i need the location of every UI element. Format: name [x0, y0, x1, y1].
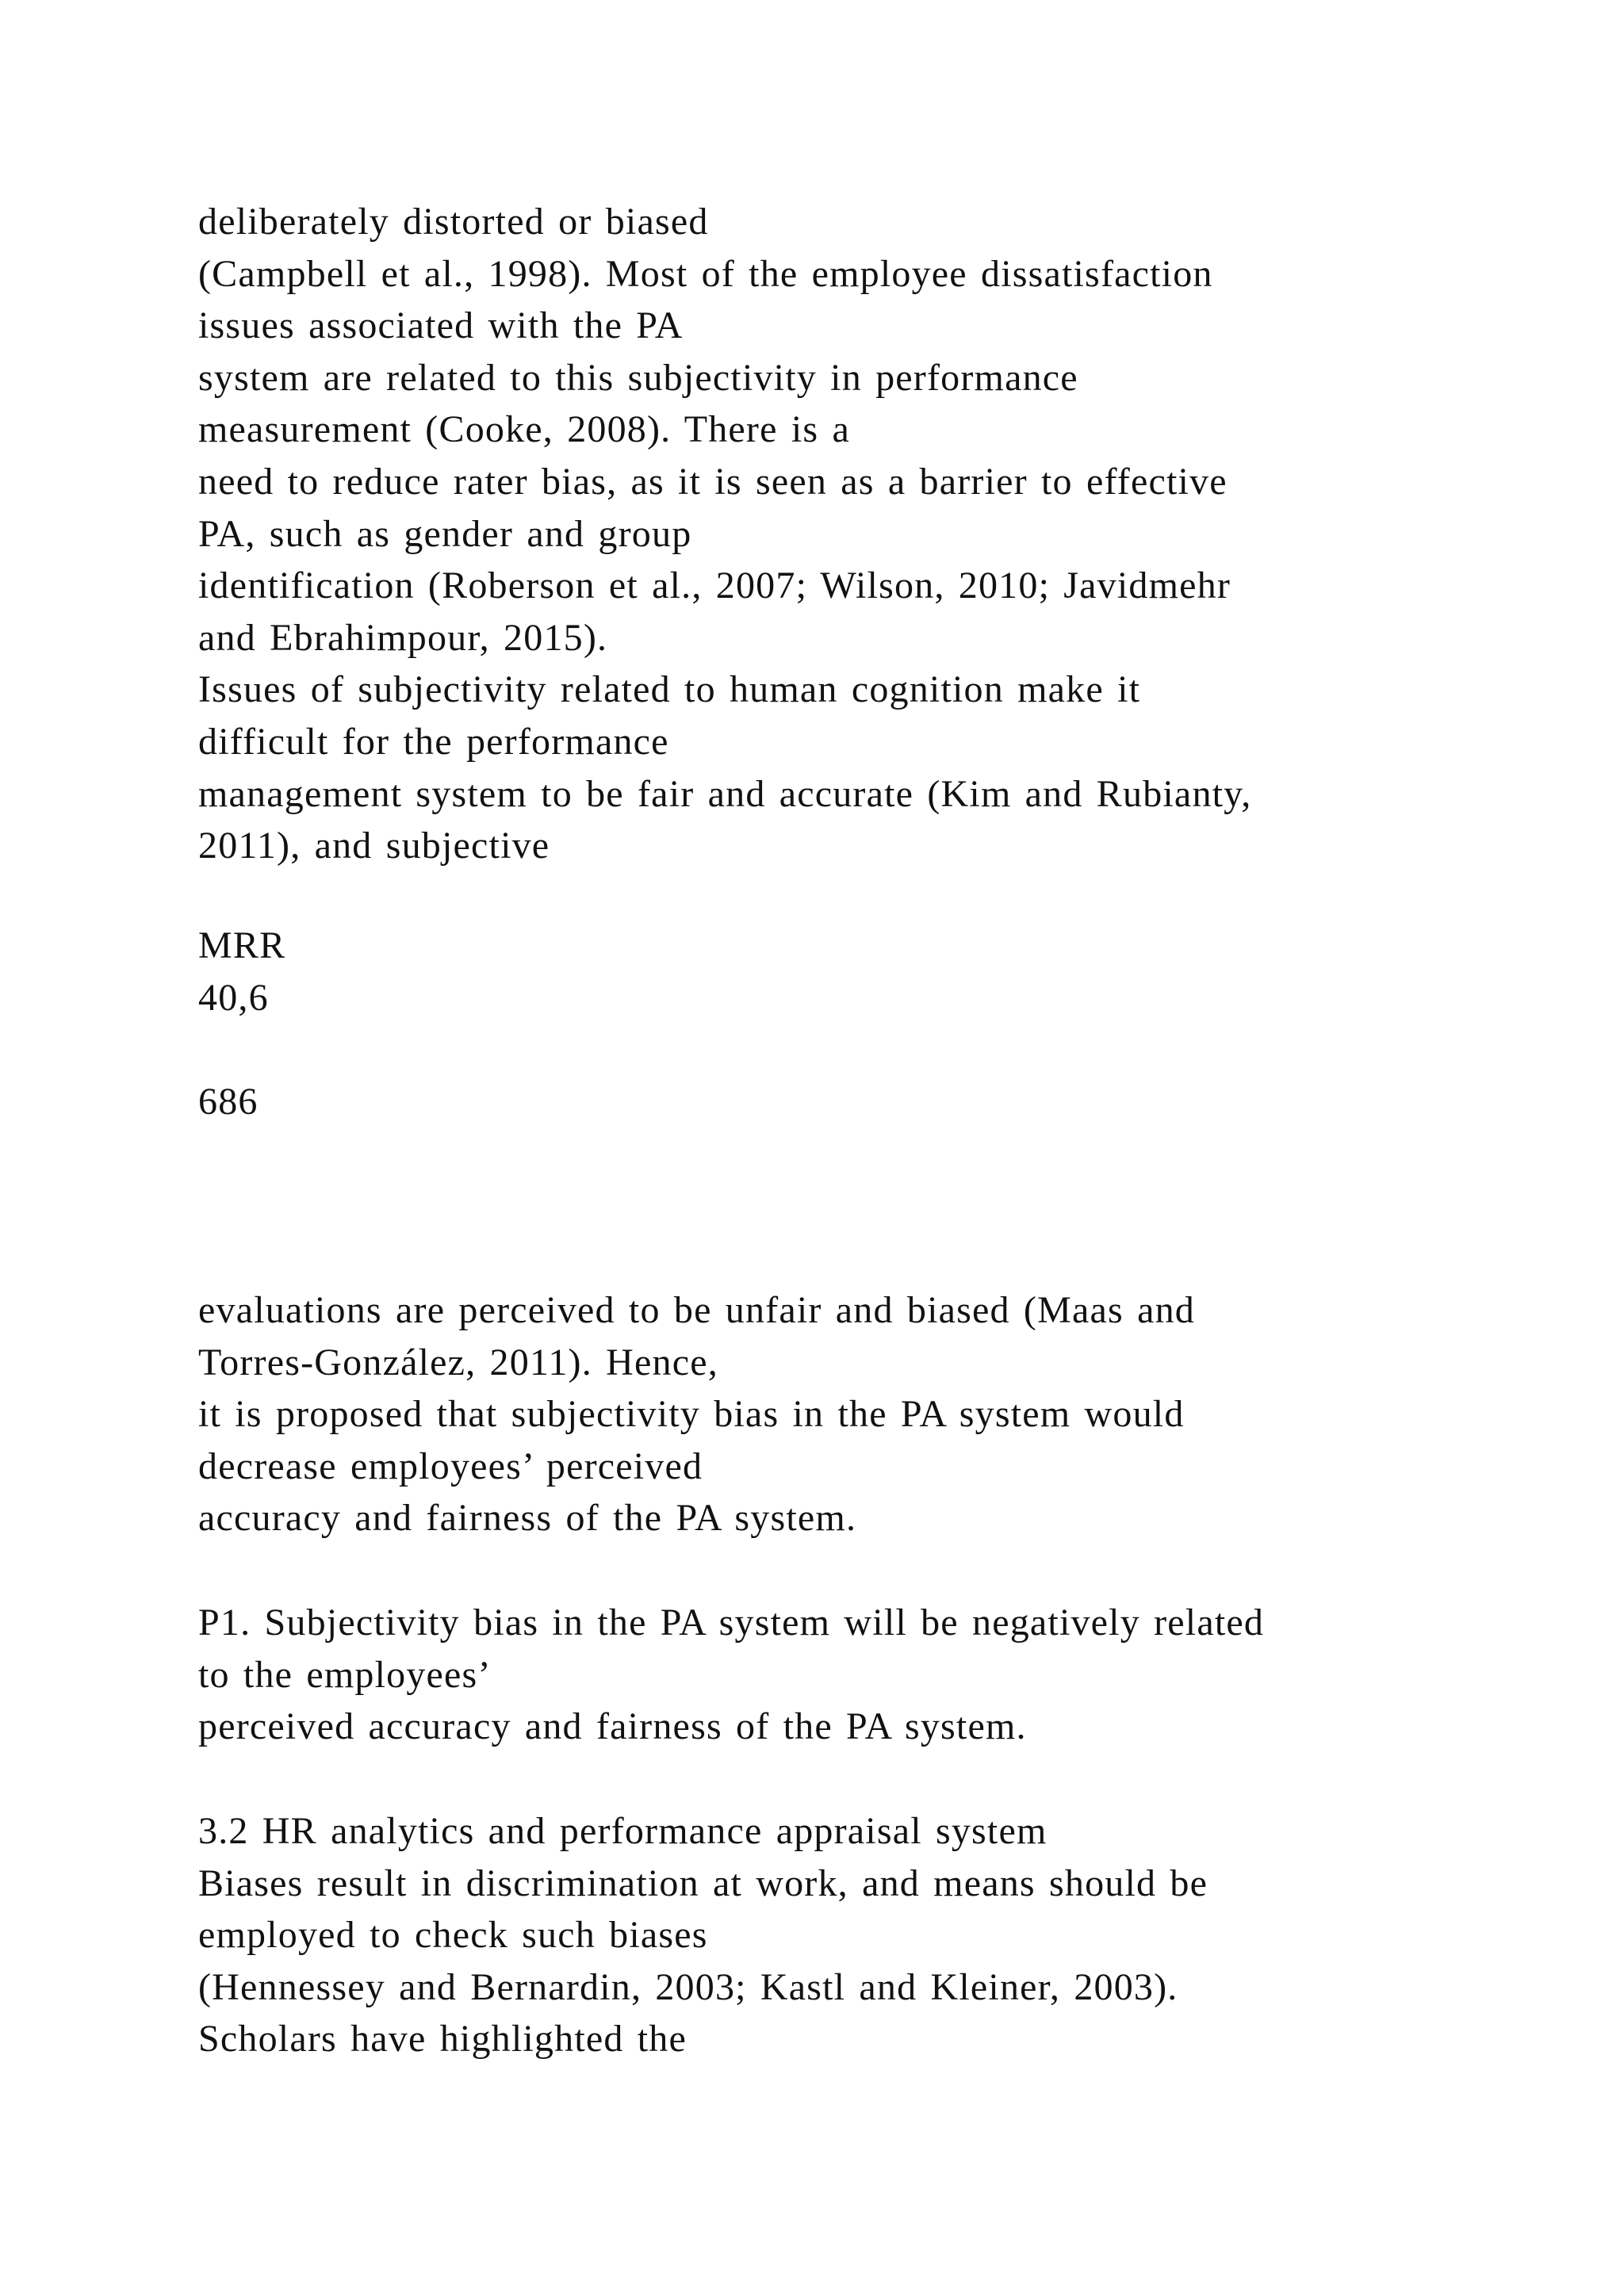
section-heading: 3.2 HR analytics and performance appraisal system	[198, 1810, 1048, 1852]
text-line: Biases result in discrimination at work, and means should be	[198, 1862, 1208, 1904]
text-line: measurement (Cooke, 2008). There is a	[198, 408, 850, 451]
text-line: need to reduce rater bias, as it is seen as a barrier to effective	[198, 460, 1228, 503]
page-number: 686	[198, 1080, 259, 1123]
text-line: accuracy and fairness of the PA system.	[198, 1497, 857, 1540]
text-line: issues associated with the PA	[198, 304, 684, 347]
paragraph-evaluations	[198, 1284, 1546, 1544]
journal-volume-issue: 40,6	[198, 976, 269, 1019]
proposition-p1	[198, 1597, 1546, 1753]
text-line: difficult for the performance	[198, 720, 669, 763]
text-line: evaluations are perceived to be unfair and biased (Maas and	[198, 1289, 1195, 1331]
section-3-2	[198, 1805, 1546, 2065]
text-line: management system to be fair and accurate (Kim and Rubianty,	[198, 772, 1252, 815]
text-line: to the employees’	[198, 1653, 492, 1696]
text-line: Issues of subjectivity related to human cognition make it	[198, 668, 1141, 711]
text-line: Scholars have highlighted the	[198, 2018, 688, 2061]
journal-margin-info	[198, 920, 1546, 1127]
text-line: decrease employees’ perceived	[198, 1445, 703, 1487]
text-line: 2011), and subjective	[198, 825, 550, 867]
text-line: and Ebrahimpour, 2015).	[198, 616, 608, 659]
text-line: (Hennessey and Bernardin, 2003; Kastl and Kleiner, 2003).	[198, 1965, 1178, 2008]
text-line: (Campbell et al., 1998). Most of the employee dissatisfaction	[198, 252, 1213, 295]
spacer-line	[198, 1024, 1546, 1076]
text-line: P1. Subjectivity bias in the PA system will be negatively related	[198, 1601, 1265, 1644]
text-line: identification (Roberson et al., 2007; Wilson, 2010; Javidmehr	[198, 564, 1231, 607]
text-line: it is proposed that subjectivity bias in the PA system would	[198, 1393, 1185, 1436]
text-line: Torres-González, 2011). Hence,	[198, 1341, 718, 1383]
paragraph-subjectivity-bias	[198, 196, 1546, 872]
journal-abbreviation: MRR	[198, 924, 286, 966]
text-line: employed to check such biases	[198, 1914, 708, 1957]
text-line: system are related to this subjectivity in performance	[198, 356, 1078, 399]
text-line: perceived accuracy and fairness of the PA system.	[198, 1705, 1027, 1748]
text-line: deliberately distorted or biased	[198, 201, 709, 243]
text-line: PA, such as gender and group	[198, 512, 692, 555]
